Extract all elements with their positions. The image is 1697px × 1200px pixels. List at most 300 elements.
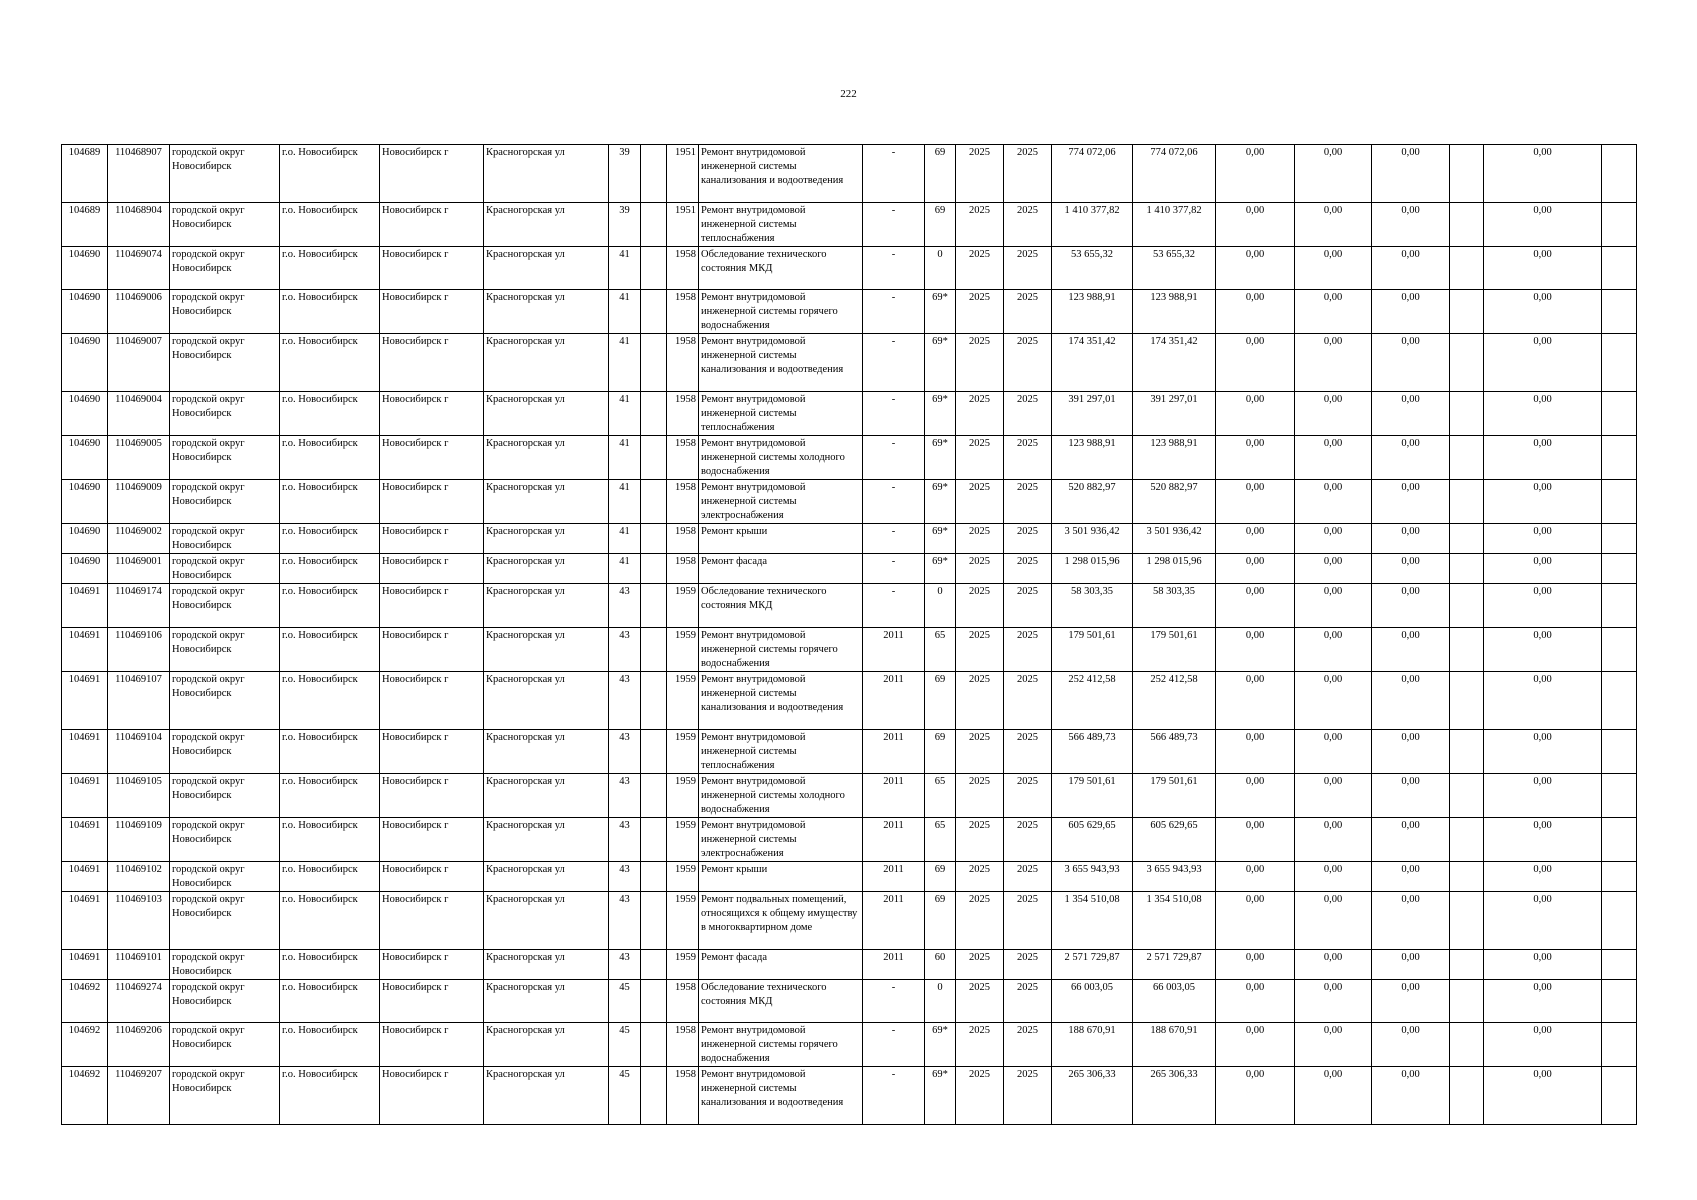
- cell-f1: 0,00: [1216, 1023, 1295, 1067]
- cell-cost-total: 66 003,05: [1133, 980, 1216, 1023]
- cell-house: 43: [609, 774, 641, 818]
- cell-id: 104691: [62, 950, 108, 980]
- cell-street: Красногорская ул: [484, 730, 609, 774]
- table-body: [62, 145, 1637, 1125]
- cell-plan-end: 2025: [1004, 480, 1052, 524]
- cell-year: 1951: [667, 203, 699, 247]
- cell-work: Ремонт внутридомовой инженерной системы горячего водоснабжения: [699, 290, 863, 334]
- cell-f1: 0,00: [1216, 480, 1295, 524]
- cell-code: 110469001: [108, 554, 170, 584]
- cell-cost: 1 298 015,96: [1052, 554, 1133, 584]
- cell-extra: [641, 672, 667, 730]
- cell-f3: 0,00: [1372, 1023, 1450, 1067]
- cell-street: Красногорская ул: [484, 480, 609, 524]
- cell-street: Красногорская ул: [484, 628, 609, 672]
- cell-f6: [1602, 628, 1637, 672]
- cell-f1: 0,00: [1216, 145, 1295, 203]
- cell-street: Красногорская ул: [484, 554, 609, 584]
- cell-id: 104692: [62, 1023, 108, 1067]
- cell-house: 43: [609, 730, 641, 774]
- cell-code: 110469006: [108, 290, 170, 334]
- cell-house: 41: [609, 480, 641, 524]
- cell-plan-start: 2025: [956, 1067, 1004, 1125]
- cell-plan-end: 2025: [1004, 392, 1052, 436]
- cell-wear: 69*: [925, 1067, 956, 1125]
- cell-municipality: городской округ Новосибирск: [170, 203, 280, 247]
- cell-f6: [1602, 480, 1637, 524]
- cell-f6: [1602, 980, 1637, 1023]
- cell-id: 104691: [62, 892, 108, 950]
- cell-work: Ремонт внутридомовой инженерной системы холодного водоснабжения: [699, 436, 863, 480]
- page-number: 222: [840, 88, 857, 100]
- cell-f5: 0,00: [1484, 480, 1602, 524]
- cell-settlement: г.о. Новосибирск: [280, 1023, 380, 1067]
- cell-settlement: г.о. Новосибирск: [280, 672, 380, 730]
- cell-cost: 123 988,91: [1052, 290, 1133, 334]
- cell-year: 1958: [667, 554, 699, 584]
- cell-house: 41: [609, 554, 641, 584]
- cell-f2: 0,00: [1295, 730, 1372, 774]
- cell-plan-end: 2025: [1004, 892, 1052, 950]
- cell-f3: 0,00: [1372, 950, 1450, 980]
- cell-wear: 69*: [925, 524, 956, 554]
- cell-cost-total: 252 412,58: [1133, 672, 1216, 730]
- cell-f3: 0,00: [1372, 436, 1450, 480]
- cell-f4: [1450, 950, 1484, 980]
- cell-municipality: городской округ Новосибирск: [170, 554, 280, 584]
- table-row: [62, 774, 1637, 818]
- cell-f2: 0,00: [1295, 950, 1372, 980]
- cell-f3: 0,00: [1372, 290, 1450, 334]
- cell-year-repair: -: [863, 145, 925, 203]
- cell-house: 39: [609, 145, 641, 203]
- cell-plan-end: 2025: [1004, 334, 1052, 392]
- cell-work: Ремонт фасада: [699, 950, 863, 980]
- cell-year-repair: 2011: [863, 892, 925, 950]
- cell-city: Новосибирск г: [380, 672, 484, 730]
- cell-code: 110469004: [108, 392, 170, 436]
- cell-f3: 0,00: [1372, 247, 1450, 290]
- cell-code: 110469207: [108, 1067, 170, 1125]
- cell-f5: 0,00: [1484, 392, 1602, 436]
- cell-municipality: городской округ Новосибирск: [170, 247, 280, 290]
- cell-wear: 69: [925, 892, 956, 950]
- cell-year: 1958: [667, 334, 699, 392]
- cell-f3: 0,00: [1372, 203, 1450, 247]
- cell-cost-total: 391 297,01: [1133, 392, 1216, 436]
- cell-f4: [1450, 628, 1484, 672]
- cell-plan-end: 2025: [1004, 950, 1052, 980]
- cell-city: Новосибирск г: [380, 950, 484, 980]
- cell-f4: [1450, 774, 1484, 818]
- table-row: [62, 584, 1637, 628]
- cell-extra: [641, 862, 667, 892]
- cell-street: Красногорская ул: [484, 892, 609, 950]
- cell-street: Красногорская ул: [484, 436, 609, 480]
- cell-year: 1959: [667, 818, 699, 862]
- cell-f3: 0,00: [1372, 1067, 1450, 1125]
- cell-wear: 0: [925, 980, 956, 1023]
- cell-f6: [1602, 774, 1637, 818]
- cell-cost: 774 072,06: [1052, 145, 1133, 203]
- cell-f4: [1450, 584, 1484, 628]
- cell-city: Новосибирск г: [380, 290, 484, 334]
- cell-year: 1958: [667, 436, 699, 480]
- cell-year-repair: 2011: [863, 730, 925, 774]
- table-row: [62, 247, 1637, 290]
- cell-f2: 0,00: [1295, 1067, 1372, 1125]
- cell-f2: 0,00: [1295, 290, 1372, 334]
- cell-work: Ремонт внутридомовой инженерной системы канализования и водоотведения: [699, 672, 863, 730]
- cell-cost-total: 1 298 015,96: [1133, 554, 1216, 584]
- cell-f3: 0,00: [1372, 862, 1450, 892]
- cell-extra: [641, 392, 667, 436]
- cell-plan-end: 2025: [1004, 203, 1052, 247]
- cell-f6: [1602, 524, 1637, 554]
- cell-wear: 0: [925, 247, 956, 290]
- cell-extra: [641, 290, 667, 334]
- cell-year-repair: -: [863, 980, 925, 1023]
- cell-street: Красногорская ул: [484, 1023, 609, 1067]
- cell-plan-end: 2025: [1004, 554, 1052, 584]
- cell-f2: 0,00: [1295, 334, 1372, 392]
- cell-plan-end: 2025: [1004, 628, 1052, 672]
- cell-plan-start: 2025: [956, 145, 1004, 203]
- cell-municipality: городской округ Новосибирск: [170, 290, 280, 334]
- cell-house: 43: [609, 892, 641, 950]
- cell-id: 104691: [62, 730, 108, 774]
- cell-id: 104691: [62, 862, 108, 892]
- cell-f5: 0,00: [1484, 145, 1602, 203]
- cell-f4: [1450, 480, 1484, 524]
- cell-work: Ремонт крыши: [699, 524, 863, 554]
- cell-settlement: г.о. Новосибирск: [280, 980, 380, 1023]
- cell-f6: [1602, 334, 1637, 392]
- cell-plan-start: 2025: [956, 290, 1004, 334]
- cell-f4: [1450, 1067, 1484, 1125]
- cell-f3: 0,00: [1372, 818, 1450, 862]
- cell-f1: 0,00: [1216, 203, 1295, 247]
- cell-municipality: городской округ Новосибирск: [170, 862, 280, 892]
- cell-city: Новосибирск г: [380, 1067, 484, 1125]
- cell-cost-total: 174 351,42: [1133, 334, 1216, 392]
- cell-wear: 69: [925, 672, 956, 730]
- table-row: [62, 980, 1637, 1023]
- cell-street: Красногорская ул: [484, 334, 609, 392]
- cell-f2: 0,00: [1295, 1023, 1372, 1067]
- cell-street: Красногорская ул: [484, 290, 609, 334]
- cell-wear: 69: [925, 203, 956, 247]
- cell-f5: 0,00: [1484, 554, 1602, 584]
- cell-work: Ремонт внутридомовой инженерной системы горячего водоснабжения: [699, 1023, 863, 1067]
- cell-f5: 0,00: [1484, 1067, 1602, 1125]
- cell-code: 110469109: [108, 818, 170, 862]
- cell-f5: 0,00: [1484, 980, 1602, 1023]
- cell-work: Ремонт крыши: [699, 862, 863, 892]
- cell-extra: [641, 554, 667, 584]
- cell-street: Красногорская ул: [484, 524, 609, 554]
- cell-code: 110469002: [108, 524, 170, 554]
- cell-year-repair: 2011: [863, 862, 925, 892]
- cell-f3: 0,00: [1372, 334, 1450, 392]
- cell-municipality: городской округ Новосибирск: [170, 672, 280, 730]
- cell-settlement: г.о. Новосибирск: [280, 334, 380, 392]
- cell-cost: 265 306,33: [1052, 1067, 1133, 1125]
- cell-house: 43: [609, 862, 641, 892]
- cell-wear: 65: [925, 818, 956, 862]
- cell-f2: 0,00: [1295, 774, 1372, 818]
- cell-f1: 0,00: [1216, 862, 1295, 892]
- cell-wear: 69*: [925, 290, 956, 334]
- cell-year: 1959: [667, 892, 699, 950]
- cell-settlement: г.о. Новосибирск: [280, 862, 380, 892]
- cell-f6: [1602, 247, 1637, 290]
- table-row: [62, 436, 1637, 480]
- cell-f5: 0,00: [1484, 436, 1602, 480]
- cell-cost: 188 670,91: [1052, 1023, 1133, 1067]
- cell-f5: 0,00: [1484, 818, 1602, 862]
- cell-f6: [1602, 392, 1637, 436]
- table-row: [62, 524, 1637, 554]
- cell-f6: [1602, 584, 1637, 628]
- cell-plan-start: 2025: [956, 436, 1004, 480]
- cell-year: 1959: [667, 584, 699, 628]
- cell-extra: [641, 584, 667, 628]
- cell-wear: 69*: [925, 392, 956, 436]
- cell-street: Красногорская ул: [484, 584, 609, 628]
- cell-house: 45: [609, 1023, 641, 1067]
- cell-plan-start: 2025: [956, 203, 1004, 247]
- cell-settlement: г.о. Новосибирск: [280, 818, 380, 862]
- cell-municipality: городской округ Новосибирск: [170, 436, 280, 480]
- cell-work: Ремонт внутридомовой инженерной системы горячего водоснабжения: [699, 628, 863, 672]
- cell-f4: [1450, 730, 1484, 774]
- cell-year: 1958: [667, 290, 699, 334]
- cell-f6: [1602, 436, 1637, 480]
- cell-f6: [1602, 554, 1637, 584]
- cell-year: 1958: [667, 524, 699, 554]
- cell-f3: 0,00: [1372, 145, 1450, 203]
- cell-year-repair: 2011: [863, 672, 925, 730]
- cell-plan-end: 2025: [1004, 247, 1052, 290]
- cell-extra: [641, 774, 667, 818]
- cell-cost-total: 53 655,32: [1133, 247, 1216, 290]
- cell-f3: 0,00: [1372, 892, 1450, 950]
- cell-plan-start: 2025: [956, 892, 1004, 950]
- cell-cost: 53 655,32: [1052, 247, 1133, 290]
- cell-id: 104690: [62, 290, 108, 334]
- cell-municipality: городской округ Новосибирск: [170, 892, 280, 950]
- cell-street: Красногорская ул: [484, 774, 609, 818]
- cell-f6: [1602, 730, 1637, 774]
- cell-code: 110469101: [108, 950, 170, 980]
- cell-house: 41: [609, 436, 641, 480]
- cell-f4: [1450, 145, 1484, 203]
- cell-street: Красногорская ул: [484, 672, 609, 730]
- cell-f1: 0,00: [1216, 950, 1295, 980]
- cell-work: Ремонт внутридомовой инженерной системы теплоснабжения: [699, 730, 863, 774]
- cell-code: 110469174: [108, 584, 170, 628]
- cell-f2: 0,00: [1295, 392, 1372, 436]
- cell-plan-start: 2025: [956, 980, 1004, 1023]
- cell-f5: 0,00: [1484, 584, 1602, 628]
- cell-plan-start: 2025: [956, 774, 1004, 818]
- table-row: [62, 554, 1637, 584]
- cell-year-repair: -: [863, 203, 925, 247]
- cell-extra: [641, 203, 667, 247]
- cell-f1: 0,00: [1216, 980, 1295, 1023]
- cell-id: 104690: [62, 247, 108, 290]
- cell-city: Новосибирск г: [380, 524, 484, 554]
- cell-plan-start: 2025: [956, 672, 1004, 730]
- cell-year-repair: -: [863, 584, 925, 628]
- cell-street: Красногорская ул: [484, 203, 609, 247]
- cell-year-repair: -: [863, 1023, 925, 1067]
- cell-settlement: г.о. Новосибирск: [280, 774, 380, 818]
- cell-settlement: г.о. Новосибирск: [280, 480, 380, 524]
- cell-city: Новосибирск г: [380, 145, 484, 203]
- cell-f6: [1602, 818, 1637, 862]
- cell-cost: 58 303,35: [1052, 584, 1133, 628]
- cell-cost-total: 58 303,35: [1133, 584, 1216, 628]
- cell-f5: 0,00: [1484, 334, 1602, 392]
- cell-extra: [641, 1067, 667, 1125]
- cell-f5: 0,00: [1484, 862, 1602, 892]
- cell-cost-total: 188 670,91: [1133, 1023, 1216, 1067]
- cell-extra: [641, 730, 667, 774]
- cell-cost: 179 501,61: [1052, 628, 1133, 672]
- cell-municipality: городской округ Новосибирск: [170, 334, 280, 392]
- cell-plan-end: 2025: [1004, 730, 1052, 774]
- cell-f5: 0,00: [1484, 247, 1602, 290]
- cell-id: 104689: [62, 145, 108, 203]
- cell-f2: 0,00: [1295, 436, 1372, 480]
- cell-plan-start: 2025: [956, 862, 1004, 892]
- cell-settlement: г.о. Новосибирск: [280, 554, 380, 584]
- cell-city: Новосибирск г: [380, 628, 484, 672]
- cell-code: 110468907: [108, 145, 170, 203]
- cell-cost-total: 3 501 936,42: [1133, 524, 1216, 554]
- cell-work: Ремонт подвальных помещений, относящихся к общему имуществу в многоквартирном доме: [699, 892, 863, 950]
- cell-house: 41: [609, 290, 641, 334]
- cell-settlement: г.о. Новосибирск: [280, 1067, 380, 1125]
- cell-cost-total: 520 882,97: [1133, 480, 1216, 524]
- cell-plan-start: 2025: [956, 247, 1004, 290]
- cell-city: Новосибирск г: [380, 774, 484, 818]
- cell-city: Новосибирск г: [380, 892, 484, 950]
- cell-city: Новосибирск г: [380, 584, 484, 628]
- cell-work: Ремонт внутридомовой инженерной системы канализования и водоотведения: [699, 334, 863, 392]
- cell-year-repair: -: [863, 1067, 925, 1125]
- cell-id: 104692: [62, 980, 108, 1023]
- cell-cost: 179 501,61: [1052, 774, 1133, 818]
- cell-year: 1959: [667, 672, 699, 730]
- cell-f4: [1450, 892, 1484, 950]
- cell-settlement: г.о. Новосибирск: [280, 524, 380, 554]
- cell-municipality: городской округ Новосибирск: [170, 392, 280, 436]
- cell-cost-total: 3 655 943,93: [1133, 862, 1216, 892]
- cell-f6: [1602, 203, 1637, 247]
- cell-year-repair: 2011: [863, 774, 925, 818]
- cell-street: Красногорская ул: [484, 392, 609, 436]
- cell-municipality: городской округ Новосибирск: [170, 480, 280, 524]
- cell-work: Обследование технического состояния МКД: [699, 584, 863, 628]
- cell-extra: [641, 892, 667, 950]
- cell-code: 110469103: [108, 892, 170, 950]
- cell-cost-total: 605 629,65: [1133, 818, 1216, 862]
- cell-year-repair: -: [863, 480, 925, 524]
- cell-plan-end: 2025: [1004, 290, 1052, 334]
- cell-house: 45: [609, 980, 641, 1023]
- cell-wear: 69*: [925, 436, 956, 480]
- cell-f2: 0,00: [1295, 524, 1372, 554]
- cell-f6: [1602, 290, 1637, 334]
- cell-house: 39: [609, 203, 641, 247]
- cell-wear: 69: [925, 145, 956, 203]
- cell-cost: 174 351,42: [1052, 334, 1133, 392]
- table-row: [62, 334, 1637, 392]
- cell-municipality: городской округ Новосибирск: [170, 730, 280, 774]
- cell-year-repair: 2011: [863, 628, 925, 672]
- cell-year: 1958: [667, 980, 699, 1023]
- cell-plan-start: 2025: [956, 628, 1004, 672]
- cell-wear: 69: [925, 862, 956, 892]
- cell-municipality: городской округ Новосибирск: [170, 584, 280, 628]
- cell-settlement: г.о. Новосибирск: [280, 145, 380, 203]
- cell-f3: 0,00: [1372, 628, 1450, 672]
- cell-city: Новосибирск г: [380, 1023, 484, 1067]
- table-row: [62, 818, 1637, 862]
- cell-city: Новосибирск г: [380, 480, 484, 524]
- cell-code: 110469105: [108, 774, 170, 818]
- cell-settlement: г.о. Новосибирск: [280, 392, 380, 436]
- cell-f1: 0,00: [1216, 892, 1295, 950]
- cell-id: 104690: [62, 334, 108, 392]
- cell-f5: 0,00: [1484, 203, 1602, 247]
- cell-f3: 0,00: [1372, 774, 1450, 818]
- cell-street: Красногорская ул: [484, 145, 609, 203]
- cell-cost: 123 988,91: [1052, 436, 1133, 480]
- cell-municipality: городской округ Новосибирск: [170, 818, 280, 862]
- cell-id: 104691: [62, 672, 108, 730]
- cell-plan-start: 2025: [956, 524, 1004, 554]
- cell-f4: [1450, 524, 1484, 554]
- cell-id: 104691: [62, 628, 108, 672]
- cell-extra: [641, 436, 667, 480]
- cell-street: Красногорская ул: [484, 980, 609, 1023]
- cell-f3: 0,00: [1372, 730, 1450, 774]
- cell-year: 1958: [667, 480, 699, 524]
- cell-plan-end: 2025: [1004, 774, 1052, 818]
- cell-cost-total: 123 988,91: [1133, 290, 1216, 334]
- cell-year: 1958: [667, 247, 699, 290]
- cell-city: Новосибирск г: [380, 818, 484, 862]
- cell-code: 110469274: [108, 980, 170, 1023]
- cell-extra: [641, 980, 667, 1023]
- cell-id: 104691: [62, 584, 108, 628]
- cell-f4: [1450, 290, 1484, 334]
- cell-f4: [1450, 554, 1484, 584]
- cell-year-repair: -: [863, 290, 925, 334]
- cell-f6: [1602, 1067, 1637, 1125]
- cell-year: 1958: [667, 1067, 699, 1125]
- cell-cost-total: 179 501,61: [1133, 628, 1216, 672]
- cell-code: 110469102: [108, 862, 170, 892]
- cell-f4: [1450, 392, 1484, 436]
- cell-year: 1959: [667, 950, 699, 980]
- cell-id: 104692: [62, 1067, 108, 1125]
- cell-wear: 65: [925, 774, 956, 818]
